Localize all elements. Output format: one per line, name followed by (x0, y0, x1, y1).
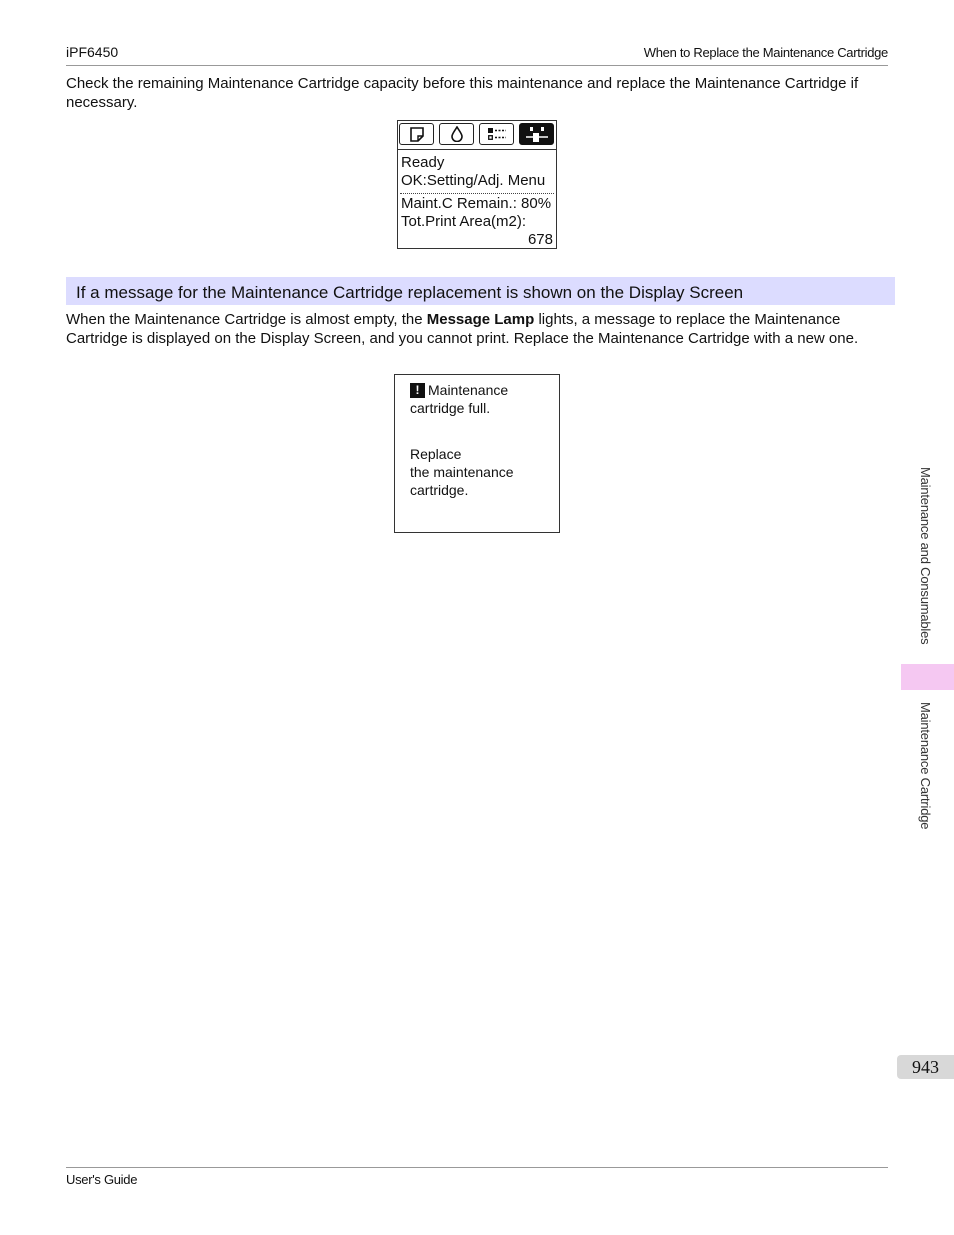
display-screen-status (397, 120, 557, 249)
header-model: iPF6450 (66, 44, 119, 60)
footer-label: User's Guide (66, 1172, 138, 1187)
page-number: 943 (897, 1055, 954, 1079)
message-lamp-term: Message Lamp (426, 311, 535, 328)
body-text-2: lights, a message to replace the Maintenance Cartridge is displayed on the Display Screen, and you cannot print. Replace the Maintenance Cartridge with a new one. (66, 311, 859, 347)
side-topic-label[interactable]: Maintenance Cartridge (918, 702, 933, 830)
job-tab (479, 123, 514, 145)
footer-divider (66, 1167, 888, 1168)
display-tab-bar (398, 121, 556, 150)
warning-line-4: the maintenance (410, 464, 514, 480)
warning-line-3: Replace (410, 446, 462, 462)
paper-tab (399, 123, 434, 145)
settings-sliders-icon (524, 126, 550, 143)
header-section-title: When to Replace the Maintenance Cartridge (643, 45, 888, 60)
ink-drop-icon (450, 126, 464, 142)
display-menu-hint: OK:Setting/Adj. Menu (401, 172, 546, 189)
display-status-ready: Ready (401, 154, 445, 171)
ink-tab (439, 123, 474, 145)
display-print-area-value: 678 (527, 231, 553, 248)
side-chapter-label[interactable]: Maintenance and Consumables (918, 467, 933, 645)
paper-icon (409, 127, 425, 142)
settings-tab (519, 123, 554, 145)
display-screen-warning (394, 374, 560, 533)
side-active-tab (901, 664, 954, 690)
warning-line-2: cartridge full. (410, 400, 491, 416)
job-list-icon (486, 127, 508, 142)
display-maint-remain: Maint.C Remain.: 80% (401, 195, 552, 212)
body-text-1: When the Maintenance Cartridge is almost empty, the (66, 311, 427, 328)
warning-icon: ! (410, 383, 425, 398)
display-print-area-label: Tot.Print Area(m2): (401, 213, 527, 230)
header-divider (66, 65, 888, 66)
section-heading: If a message for the Maintenance Cartridge replacement is shown on the Display Screen (76, 283, 744, 302)
intro-paragraph: Check the remaining Maintenance Cartridge capacity before this maintenance and replace the Maintenance Cartridge if necessary. (66, 75, 859, 111)
warning-line-1: Maintenance (428, 382, 509, 398)
display-dotted-divider (400, 193, 554, 194)
body-paragraph (66, 310, 888, 348)
warning-line-5: cartridge. (410, 482, 469, 498)
